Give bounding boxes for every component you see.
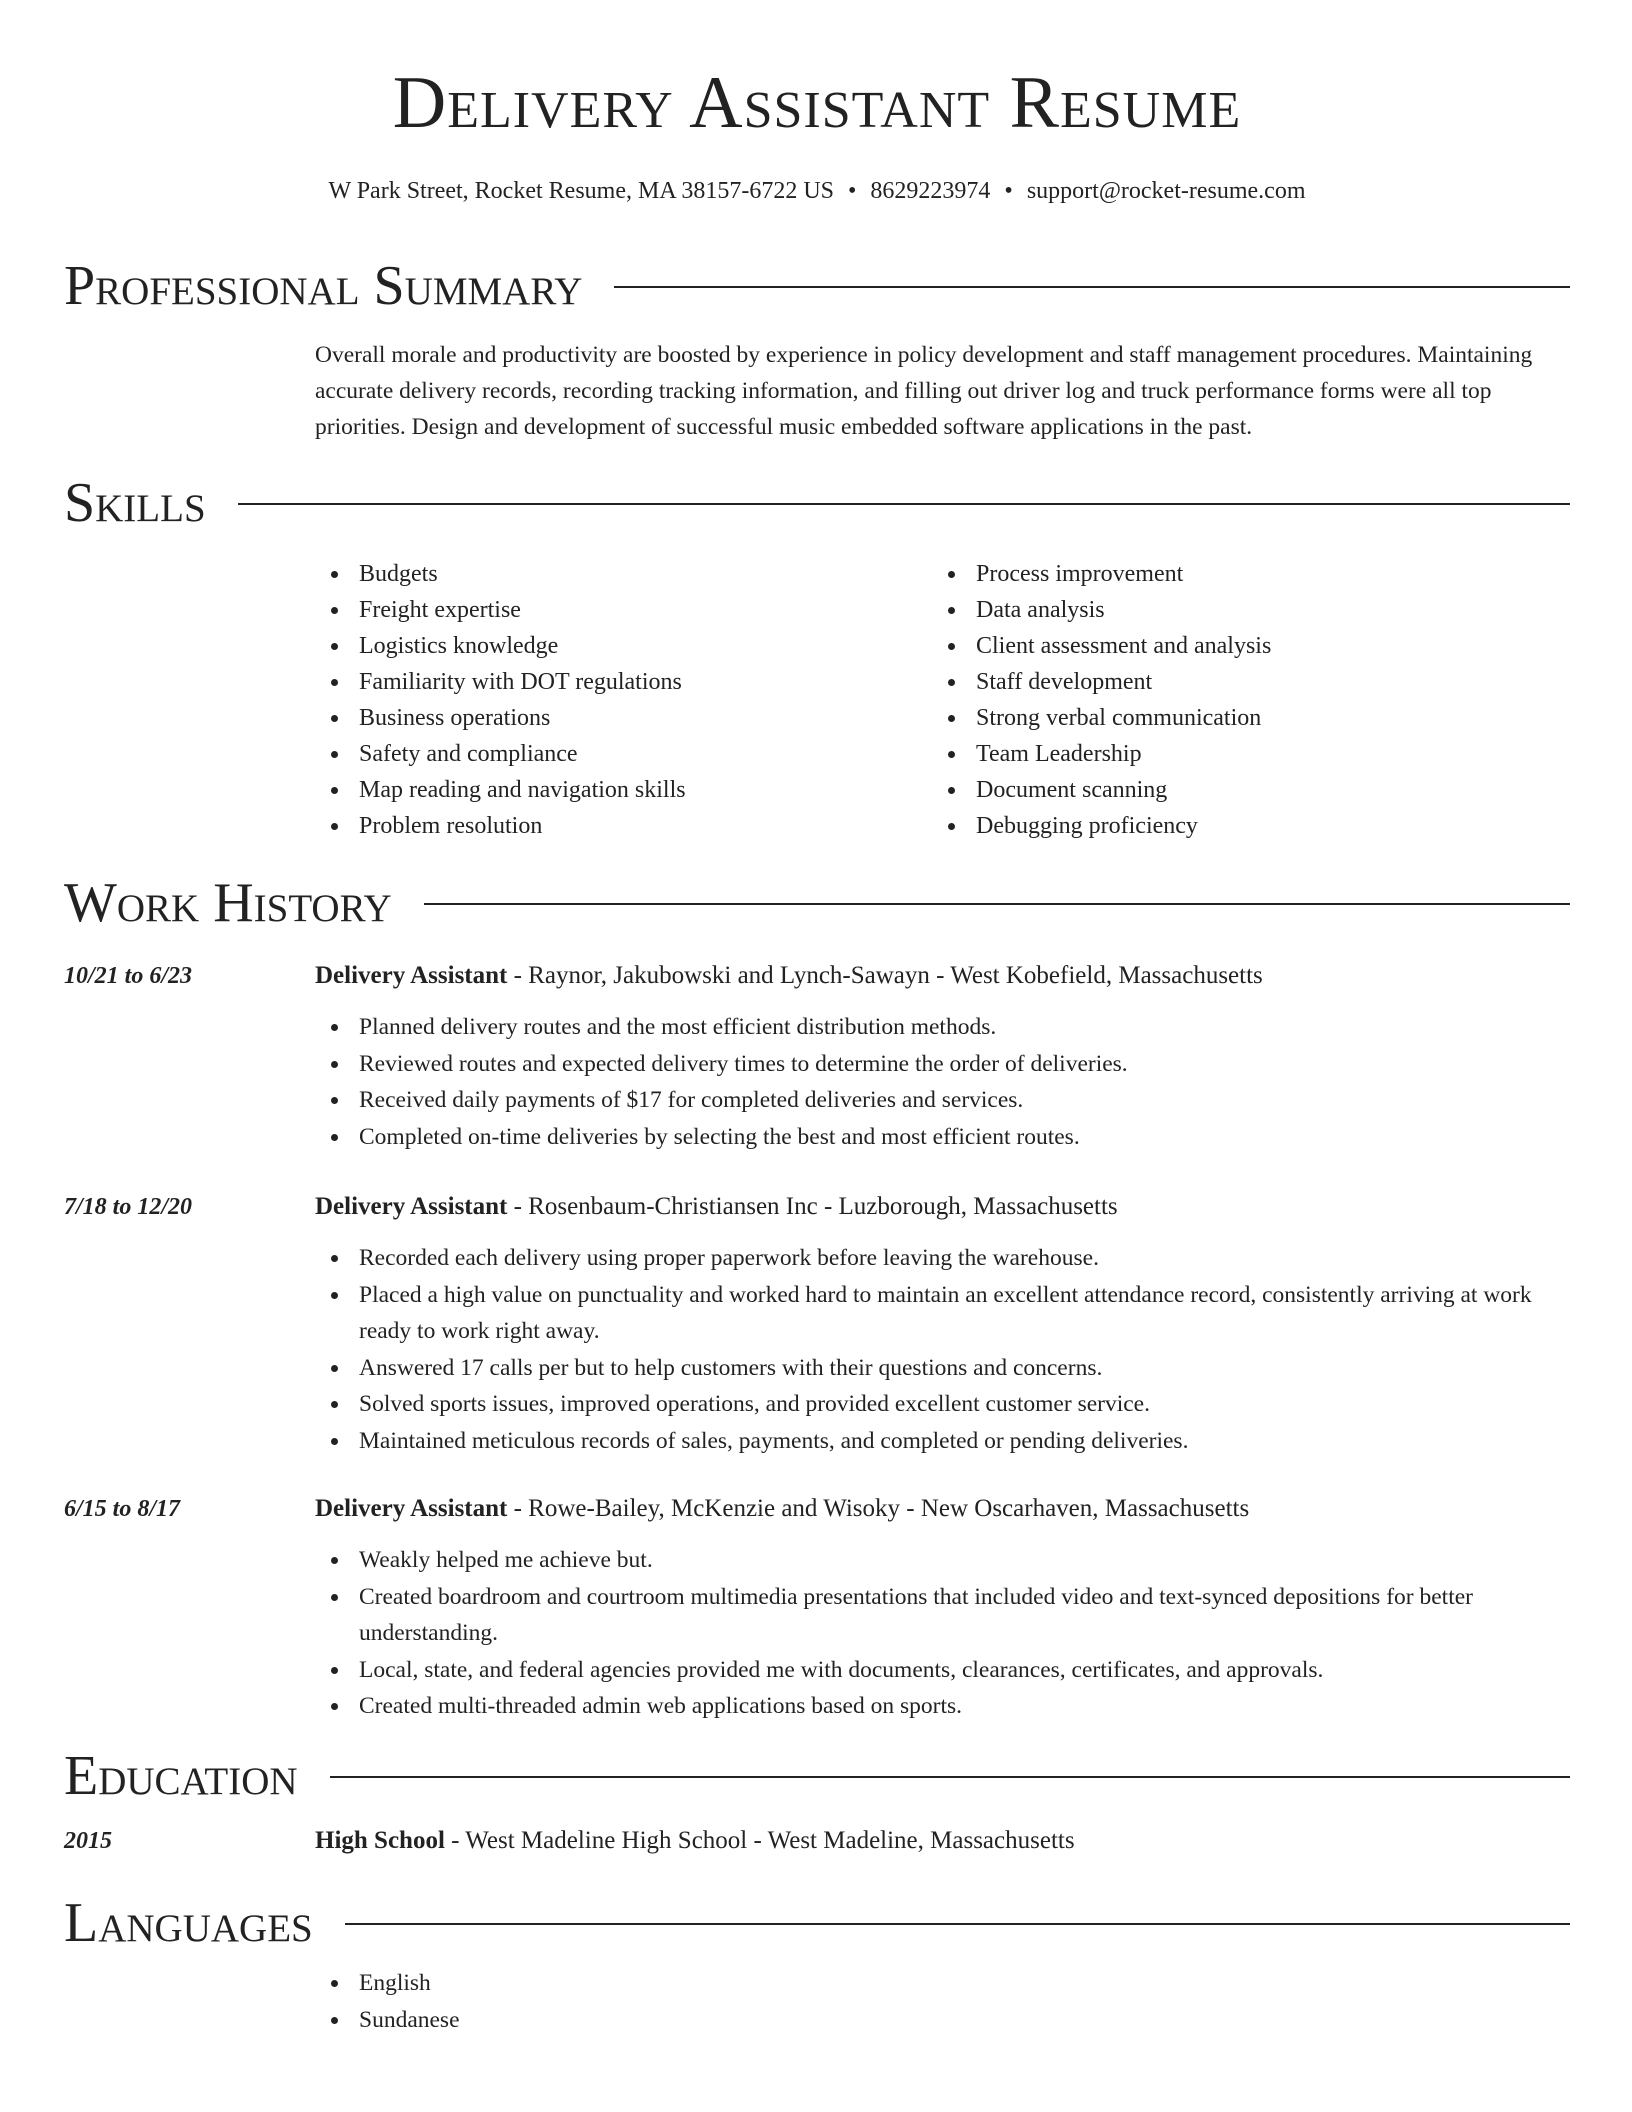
section-divider xyxy=(614,286,1570,288)
job-bullet: Reviewed routes and expected delivery times to determine the order of deliveries. xyxy=(315,1046,1570,1083)
job-bullets xyxy=(315,1542,1570,1725)
job-details: - Raynor, Jakubowski and Lynch-Sawayn - West Kobefield, Massachusetts xyxy=(507,962,1263,989)
contact-separator: • xyxy=(848,178,857,204)
job-bullet: Completed on-time deliveries by selecting the best and most efficient routes. xyxy=(315,1119,1570,1156)
job-bullet: Received daily payments of $17 for completed deliveries and services. xyxy=(315,1082,1570,1119)
languages-heading: Languages xyxy=(64,1892,313,1954)
skill-item: Safety and compliance xyxy=(315,736,915,772)
skill-item: Problem resolution xyxy=(315,808,915,844)
skill-item: Logistics knowledge xyxy=(315,628,915,664)
job-title: Delivery Assistant xyxy=(315,962,508,989)
job-bullet: Placed a high value on punctuality and worked hard to maintain an excellent attendance record, consistently arriving at work ready to work right away. xyxy=(315,1277,1570,1350)
education-section-heading xyxy=(64,1744,1570,1808)
skill-item: Map reading and navigation skills xyxy=(315,772,915,808)
education-year: 2015 xyxy=(64,1828,112,1854)
skills-list-left xyxy=(315,556,915,844)
contact-address: W Park Street, Rocket Resume, MA 38157-6722 US xyxy=(328,178,834,204)
skill-item: Business operations xyxy=(315,700,915,736)
skill-item: Familiarity with DOT regulations xyxy=(315,664,915,700)
skill-item: Debugging proficiency xyxy=(932,808,1562,844)
job-title: Delivery Assistant xyxy=(315,1193,508,1220)
contact-phone: 8629223974 xyxy=(870,178,991,204)
skills-heading: Skills xyxy=(64,472,206,534)
language-item: English xyxy=(315,1965,1570,2002)
summary-section-heading xyxy=(64,254,1570,318)
skill-item: Document scanning xyxy=(932,772,1562,808)
section-divider xyxy=(345,1923,1570,1925)
skills-list-right xyxy=(932,556,1562,844)
job-title: Delivery Assistant xyxy=(315,1495,508,1522)
job-bullets xyxy=(315,1240,1570,1459)
section-divider xyxy=(424,903,1570,905)
skill-item: Staff development xyxy=(932,664,1562,700)
job-bullets xyxy=(315,1009,1570,1155)
job-bullet: Answered 17 calls per but to help customers with their questions and concerns. xyxy=(315,1350,1570,1387)
job-bullet: Maintained meticulous records of sales, payments, and completed or pending deliveries. xyxy=(315,1423,1570,1460)
education-entry xyxy=(315,1823,1570,1859)
skill-item: Client assessment and analysis xyxy=(932,628,1562,664)
education-heading: Education xyxy=(64,1745,298,1807)
job-dates: 7/18 to 12/20 xyxy=(64,1194,193,1220)
job-bullet: Solved sports issues, improved operations, and provided excellent customer service. xyxy=(315,1386,1570,1423)
languages-section-heading xyxy=(64,1891,1570,1955)
job-dates: 6/15 to 8/17 xyxy=(64,1496,181,1522)
job-bullet: Local, state, and federal agencies provided me with documents, clearances, certificates, and approvals. xyxy=(315,1652,1570,1689)
job-dates: 10/21 to 6/23 xyxy=(64,963,193,989)
skills-section-heading xyxy=(64,471,1570,535)
job-bullet: Recorded each delivery using proper paperwork before leaving the warehouse. xyxy=(315,1240,1570,1277)
skill-item: Freight expertise xyxy=(315,592,915,628)
document-title: Delivery Assistant Resume xyxy=(392,62,1242,144)
job-header xyxy=(315,958,1570,994)
education-details: - West Madeline High School - West Madeline, Massachusetts xyxy=(444,1827,1075,1854)
contact-line xyxy=(64,175,1570,207)
section-divider xyxy=(330,1776,1570,1778)
education-degree: High School xyxy=(315,1827,445,1854)
contact-separator: • xyxy=(1004,178,1013,204)
job-bullet: Created multi-threaded admin web applications based on sports. xyxy=(315,1688,1570,1725)
skill-item: Strong verbal communication xyxy=(932,700,1562,736)
skill-item: Data analysis xyxy=(932,592,1562,628)
job-bullet: Created boardroom and courtroom multimedia presentations that included video and text-synced depositions for better understanding. xyxy=(315,1579,1570,1652)
job-bullet: Weakly helped me achieve but. xyxy=(315,1542,1570,1579)
summary-text: Overall morale and productivity are boosted by experience in policy development and staff management procedures. Maintaining accurate delivery records, recording tracking information, and filling out driver log and truck performance forms were all top priorities. Design and development of successful music embedded software applications in the past. xyxy=(315,342,1533,440)
skill-item: Team Leadership xyxy=(932,736,1562,772)
work-heading: Work History xyxy=(64,872,392,934)
job-details: - Rosenbaum-Christiansen Inc - Luzborough, Massachusetts xyxy=(507,1193,1118,1220)
job-details: - Rowe-Bailey, McKenzie and Wisoky - New Oscarhaven, Massachusetts xyxy=(507,1495,1250,1522)
work-section-heading xyxy=(64,871,1570,935)
language-item: Sundanese xyxy=(315,2002,1570,2039)
languages-list xyxy=(315,1965,1570,2038)
skill-item: Process improvement xyxy=(932,556,1562,592)
job-header xyxy=(315,1189,1570,1225)
section-divider xyxy=(238,503,1570,505)
skill-item: Budgets xyxy=(315,556,915,592)
summary-heading: Professional Summary xyxy=(64,255,583,317)
job-bullet: Planned delivery routes and the most efficient distribution methods. xyxy=(315,1009,1570,1046)
job-header xyxy=(315,1491,1570,1527)
contact-email: support@rocket-resume.com xyxy=(1026,178,1306,204)
